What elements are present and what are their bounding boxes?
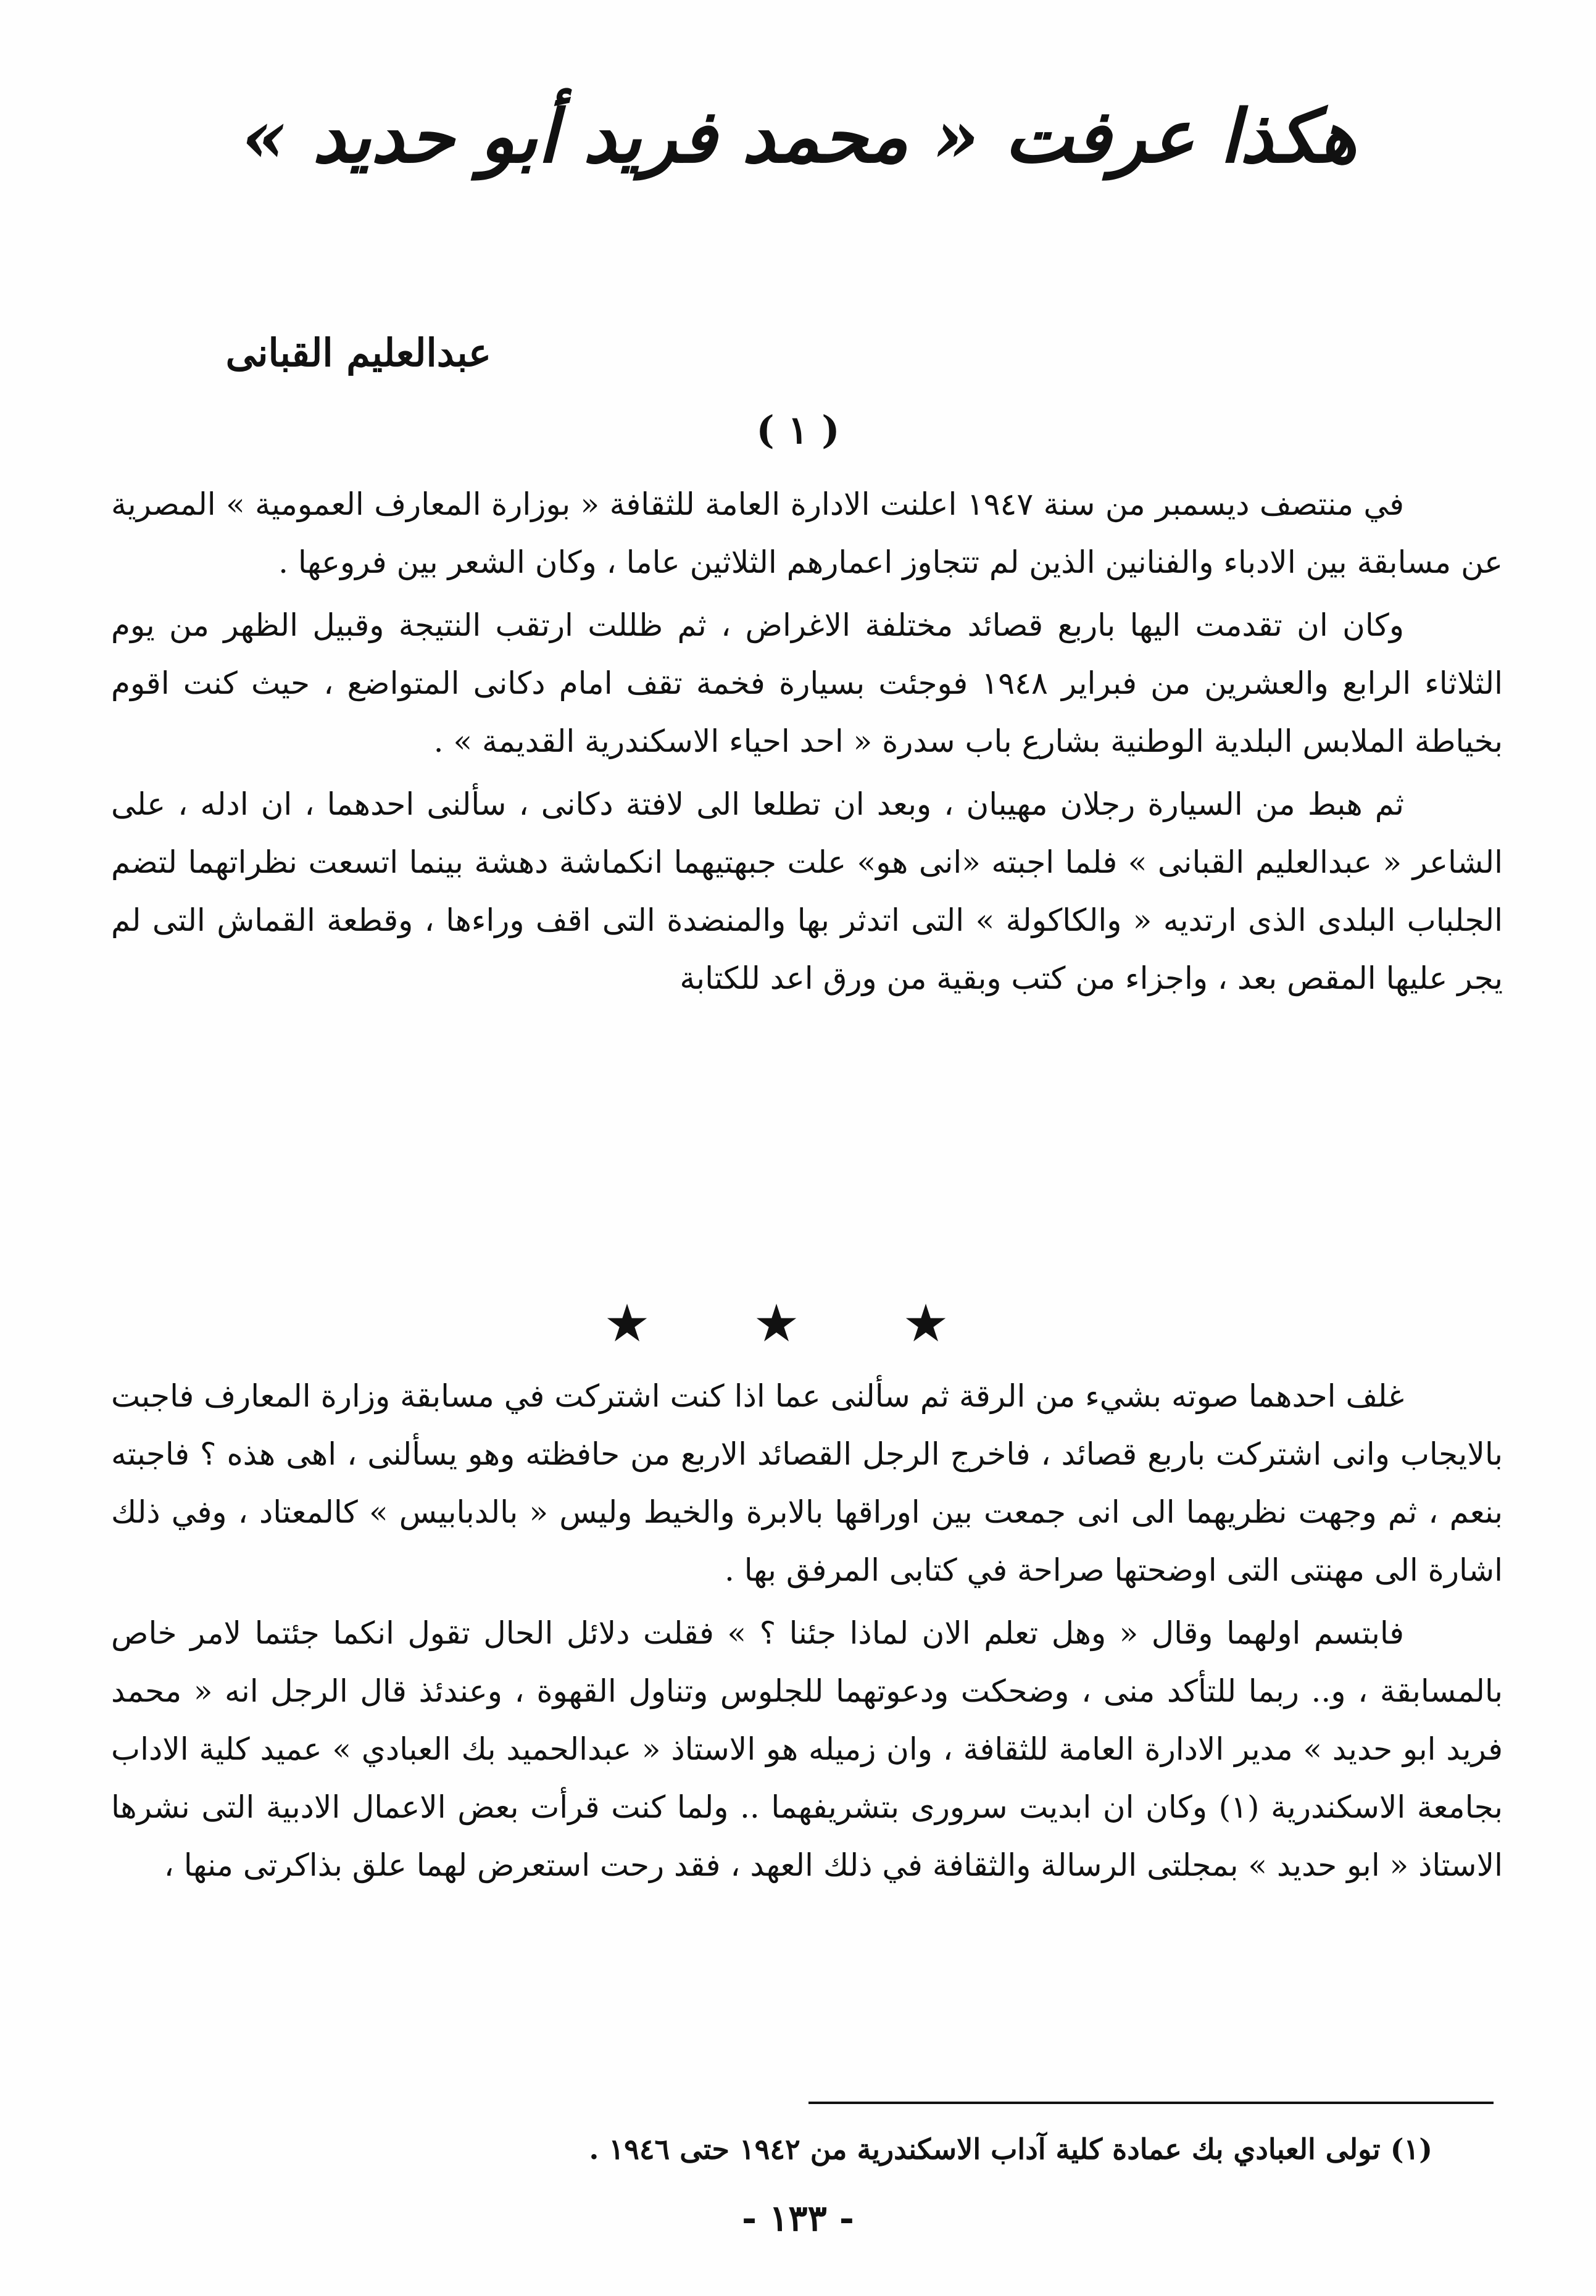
paragraph: في منتصف ديسمبر من سنة ١٩٤٧ اعلنت الادارة العامة للثقافة « بوزارة المعارف العمومية » المصرية عن مسابقة بين الادباء والفنانين الذين لم تتجاوز اعمارهم الثلاثين عاما ، وكان الشعر بين فروعها . [111, 486, 1503, 580]
author-name: عبدالعليم القبانى [225, 330, 491, 375]
paragraph: غلف احدهما صوته بشيء من الرقة ثم سألنى عما اذا كنت اشتركت في مسابقة وزارة المعارف فاجبت بالايجاب وانى اشتركت باربع قصائد ، فاخرج الرجل القصائد الاربع من حافظته وهو يسألنى ، اهى هذه ؟ فاجبته بنعم ، ثم وجهت نظريهما الى انى جمعت بين اوراقها بالابرة والخيط وليس « بالدبابيس » كالمعتاد ، وفي ذلك اشارة الى مهنتى التى اوضحتها صراحة في كتابى المرفق بها . [111, 1378, 1503, 1588]
section-number: ( ١ ) [756, 407, 840, 452]
paragraph: فابتسم اولهما وقال « وهل تعلم الان لماذا جئنا ؟ » فقلت دلائل الحال تقول انكما جئتما لامر خاص بالمسابقة ، و.. ربما للتأكد منى ، وضحكت ودعوتهما للجلوس وتناول القهوة ، وعندئذ قال الرجل انه « محمد فريد ابو حديد » مدير الادارة العامة للثقافة ، وان زميله هو الاستاذ « عبدالحميد بك العبادي » عميد كلية الاداب بجامعة الاسكندرية (١) وكان ان ابديت سرورى بتشريفهما .. ولما كنت قرأت بعض الاعمال الادبية التى نشرها الاستاذ « ابو حديد » بمجلتى الرسالة والثقافة في ذلك العهد ، فقد رحت استعرض لهما علق بذاكرتى منها ، [111, 1615, 1503, 1883]
paragraph: ثم هبط من السيارة رجلان مهيبان ، وبعد ان تطلعا الى لافتة دكانى ، سألنى احدهما ، ان ادله ، على الشاعر « عبدالعليم القبانى » فلما اجبته «انى هو» علت جبهتيهما انكماشة دهشة بينما اتسعت نظراتهما لتضم الجلباب البلدى الذى ارتديه « والكاكولة » التى اتدثر بها والمنضدة التى اقف وراءها ، وقطعة القماش التى لم يجر عليها المقص بعد ، واجزاء من كتب وبقية من ورق اعد للكتابة [111, 786, 1503, 996]
page-number: - ١٣٣ - [742, 2197, 854, 2239]
body-text-section-two [111, 1367, 1503, 1899]
footnote-separator [808, 2102, 1494, 2104]
body-text-section-one [111, 475, 1503, 1012]
footnote: (١) تولى العبادي بك عمادة كلية آداب الاسكندرية من ١٩٤٢ حتى ١٩٤٦ . [589, 2132, 1432, 2166]
article-title: هكذا عرفت « محمد فريد أبو حديد » [241, 93, 1357, 179]
paragraph: وكان ان تقدمت اليها باربع قصائد مختلفة الاغراض ، ثم ظللت ارتقب النتيجة وقبيل الظهر من يوم الثلاثاء الرابع والعشرين من فبراير ١٩٤٨ فوجئت بسيارة فخمة تقف امام دكانى المتواضع ، حيث كنت اقوم بخياطة الملابس البلدية الوطنية بشارع باب سدرة « احد احياء الاسكندرية القديمة » . [111, 607, 1503, 759]
section-divider-stars: ★ ★ ★ [604, 1293, 992, 1354]
